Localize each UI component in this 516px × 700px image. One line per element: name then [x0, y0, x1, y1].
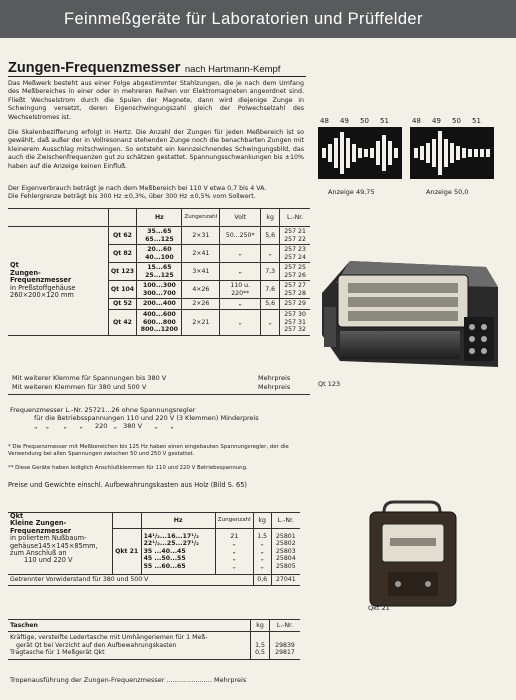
row-model: Qt 123 — [108, 263, 137, 281]
table-header-zungenzahl: Zungenzahl — [182, 209, 220, 227]
row-zungen: 4×26 — [182, 281, 220, 299]
row-hz: 15...65 25...125 — [137, 263, 182, 281]
row-lnr: 257 25 257 26 — [280, 263, 310, 281]
scale-tick-51: 51 — [380, 117, 389, 125]
row-model: Qt 62 — [108, 227, 137, 245]
qkt-header-lnr: L.-Nr. — [271, 513, 300, 529]
product-title — [8, 59, 280, 77]
row-volt: 50...250* — [220, 227, 261, 245]
qkt-zungen: 21 „ „ „ „ — [215, 529, 253, 575]
desc-line-1: Qt — [10, 261, 19, 270]
table-header-blank — [8, 209, 108, 227]
table-header-model — [108, 209, 137, 227]
table-header-volt: Volt — [220, 209, 261, 227]
qkt-model: Qkt 21 — [112, 529, 141, 575]
taschen-header-lnr: L.-Nr. — [270, 620, 301, 632]
reed-bar — [450, 143, 454, 163]
reed-bar — [322, 148, 326, 158]
qkt-header-model — [112, 513, 141, 529]
device-photo-qkt21 — [362, 498, 464, 608]
taschen-header: Taschen — [8, 620, 251, 632]
row-kg: 5,6 — [261, 227, 280, 245]
footnote-1: * Die Frequenzmesser mit Meßbereichen bis 125 Hz haben einen eingebauten Spannungsregler, der die Verwendung bei allen Spannungen zwischen 50 und 250 V gestattet. — [8, 444, 289, 457]
reed-bar — [468, 149, 472, 157]
product-subtitle: nach Hartmann-Kempf — [184, 64, 281, 75]
qkt-kg: 1,5 „ „ „ „ — [253, 529, 271, 575]
reed-bar — [462, 148, 466, 158]
scale-caption-right: Anzeige 50,0 — [426, 188, 469, 196]
scale-tick-48: 48 — [320, 117, 329, 125]
qkt-extra-kg: 0,6 — [253, 575, 271, 586]
row-zungen: 2×26 — [182, 299, 220, 310]
qkt-header-hz: Hz — [141, 513, 215, 529]
scale-tick-48: 48 — [412, 117, 421, 125]
photo-caption-qkt21: Qkt 21 — [368, 604, 390, 612]
qkt-extra-lnr: 27041 — [271, 575, 300, 586]
reed-bar — [486, 149, 490, 157]
desc-line-4: in Preßstoffgehäuse — [10, 283, 76, 292]
divider — [8, 394, 310, 395]
row-model: Qt 52 — [108, 299, 137, 310]
scale-tick-49: 49 — [340, 117, 349, 125]
scale-caption-left: Anzeige 49,75 — [328, 188, 375, 196]
reed-bar — [376, 141, 380, 165]
reed-bar — [456, 146, 460, 160]
qkt-header-kg: kg — [253, 513, 271, 529]
row-lnr: 257 23 257 24 — [280, 245, 310, 263]
intro-paragraph-1: Das Meßwerk besteht aus einer Folge abgestimmter Stahlzungen, die je nach dem Umfang des Meßbereiches in einer oder in mehreren Reihen vor Elektromagneten angeordnet sind. Fließt Wechselstrom durch die Spulen der Magnete, dann wird diejenige Zunge in Schwingung versetzt, deren Eigenschwingungszahl gleich der Polwechselzahl des Wechselstromes ist. — [8, 80, 304, 121]
table-header-hz: Hz — [137, 209, 182, 227]
row-zungen: 2×21 — [182, 310, 220, 336]
row-volt: „ — [220, 310, 261, 336]
reed-bar — [414, 148, 418, 158]
row-kg: „ — [261, 310, 280, 336]
row-hz: 200...400 — [137, 299, 182, 310]
reed-scale-right — [410, 127, 494, 179]
note-line-2: für die Betriebsspannungen 110 und 220 V (3 Klemmen) Minderpreis — [34, 414, 259, 422]
row-zungen: 2×41 — [182, 245, 220, 263]
qkt-hz: 14¹/₂...16...17¹/₂ 22¹/₂...25...27¹/₂ 35 ...40...45 45 ...50...55 55 ...60...65 — [141, 529, 215, 575]
taschen-header-kg: kg — [251, 620, 270, 632]
intro-paragraph-3b: Die Fehlergrenze beträgt bis 300 Hz ±0,3%, über 300 Hz ±0,5% vom Sollwert. — [8, 193, 256, 200]
reed-bar — [340, 132, 344, 174]
desc-line-2: Zungen- — [10, 268, 41, 277]
table-qkt — [8, 512, 300, 586]
reed-bar — [370, 148, 374, 158]
row-volt: „ — [220, 263, 261, 281]
scale-tick-50: 50 — [452, 117, 461, 125]
row-hz: 400...600 600...800 800...1200 — [137, 310, 182, 336]
row-model: Qt 42 — [108, 310, 137, 336]
reed-bar — [364, 149, 368, 157]
row-hz: 35...65 65...125 — [137, 227, 182, 245]
row-volt: „ — [220, 299, 261, 310]
row-model: Qt 82 — [108, 245, 137, 263]
qkt-lnr: 25801 25802 25803 25804 25805 — [271, 529, 300, 575]
extra-terminal-500: Mit weiteren Klemmen für 380 und 500 V — [12, 383, 147, 391]
device-photo-qt123 — [316, 247, 502, 371]
scale-illustration-right — [410, 117, 494, 197]
reed-bar — [352, 144, 356, 162]
row-kg: 5,6 — [261, 299, 280, 310]
table-qt — [8, 208, 310, 336]
row-zungen: 3×41 — [182, 263, 220, 281]
row-lnr: 257 21 257 22 — [280, 227, 310, 245]
qkt-extra: Getrennter Vorwiderstand für 380 und 500 V — [8, 575, 253, 586]
intro-paragraph-3a: Der Eigenverbrauch beträgt je nach dem Meßbereich bei 110 V etwa 0,7 bis 4 VA. — [8, 185, 267, 192]
row-model: Qt 104 — [108, 281, 137, 299]
qkt-description: Qkt Kleine Zungen- Frequenzmesser in poliertem Nußbaum- gehäuse145×145×85mm, zum Anschluß an 110 und 220 V — [8, 513, 112, 575]
qkt-header-zungenzahl: Zungenzahl — [215, 513, 253, 529]
reed-bar — [432, 139, 436, 167]
scale-tick-49: 49 — [432, 117, 441, 125]
reed-bar — [382, 135, 386, 171]
note-line-3: „ „ „ „ 220 „ 380 V „ „ — [34, 422, 174, 430]
photo-caption-qt123: Qt 123 — [318, 380, 341, 388]
reed-scale-left — [318, 127, 402, 179]
row-volt: „ — [220, 245, 261, 263]
reed-bar — [474, 149, 478, 157]
note-line-1: Frequenzmesser L.-Nr. 25721...26 ohne Spannungsregler — [10, 406, 196, 414]
extra-terminal-380: Mit weiterer Klemme für Spannungen bis 380 V — [12, 374, 167, 382]
row-hz: 100...300 300...700 — [137, 281, 182, 299]
extra-price-1: Mehrpreis — [258, 374, 291, 382]
table-taschen — [8, 619, 300, 660]
row-kg: 7,6 — [261, 281, 280, 299]
row-zungen: 2×31 — [182, 227, 220, 245]
reed-bar — [388, 141, 392, 165]
reed-bar — [480, 149, 484, 157]
footnote-2: ** Diese Geräte haben lediglich Anschlußklemmen für 110 und 220 V Betriebsspannung. — [8, 465, 248, 471]
row-hz: 20...60 40...100 — [137, 245, 182, 263]
product-name: Zungen-Frequenzmesser — [8, 60, 181, 76]
intro-paragraph-2: Die Skalenbezifferung erfolgt in Hertz. Die Anzahl der Zungen für jeden Meßbereich ist so gewählt, daß außer der in Vollresonanz stehenden Zunge noch die benachbarten Zungen mit kleinerem Ausschlag mitschwingen. So entsteht ein kennzeichnendes Schwingungsbild, das auch die Zwischenfrequenzen gut zu schätzen gestattet. Spannungsschwankungen bis ±10% haben auf die Anzeige keinen Einfluß. — [8, 129, 304, 170]
footer-note: Tropenausführung der Zungen-Frequenzmesser ...................... Mehrpreis — [10, 676, 247, 684]
reed-bar — [346, 138, 350, 168]
reed-bar — [394, 148, 398, 158]
extra-price-2: Mehrpreis — [258, 383, 291, 391]
row-volt: 110 u. 220** — [220, 281, 261, 299]
reed-bar — [328, 144, 332, 162]
desc-line-3: Frequenzmesser — [10, 276, 72, 285]
reed-bar — [444, 139, 448, 167]
reed-bar — [358, 148, 362, 158]
row-kg: 7,3 — [261, 263, 280, 281]
reed-bar — [334, 138, 338, 168]
reed-bar — [420, 146, 424, 160]
scale-tick-50: 50 — [360, 117, 369, 125]
table-description — [8, 227, 108, 336]
reed-bar — [426, 143, 430, 163]
taschen-items: Kräftige, versteifte Ledertasche mit Umhängeriemen für 1 Meß- gerät Qt bei Verzicht auf den Aufbewahrungskasten Tragtasche für 1 Meßgerät Qkt — [8, 632, 251, 660]
taschen-kg: 1,5 0,5 — [251, 632, 270, 660]
reed-bar — [438, 131, 442, 175]
desc-line-5: 260×200×120 mm — [10, 291, 74, 300]
row-lnr: 257 27 257 28 — [280, 281, 310, 299]
row-lnr: 257 30 257 31 257 32 — [280, 310, 310, 336]
scale-tick-51: 51 — [472, 117, 481, 125]
title-rule — [8, 76, 306, 77]
row-lnr: 257 29 — [280, 299, 310, 310]
table-header-lnr: L.-Nr. — [280, 209, 310, 227]
taschen-lnr: 29839 29817 — [270, 632, 301, 660]
row-kg: „ — [261, 245, 280, 263]
prices-note: Preise und Gewichte einschl. Aufbewahrungskasten aus Holz (Bild S. 65) — [8, 481, 247, 489]
page-header: Feinmeßgeräte für Laboratorien und Prüffelder — [0, 0, 516, 38]
scale-illustration-left — [318, 117, 402, 197]
table-header-kg: kg — [261, 209, 280, 227]
